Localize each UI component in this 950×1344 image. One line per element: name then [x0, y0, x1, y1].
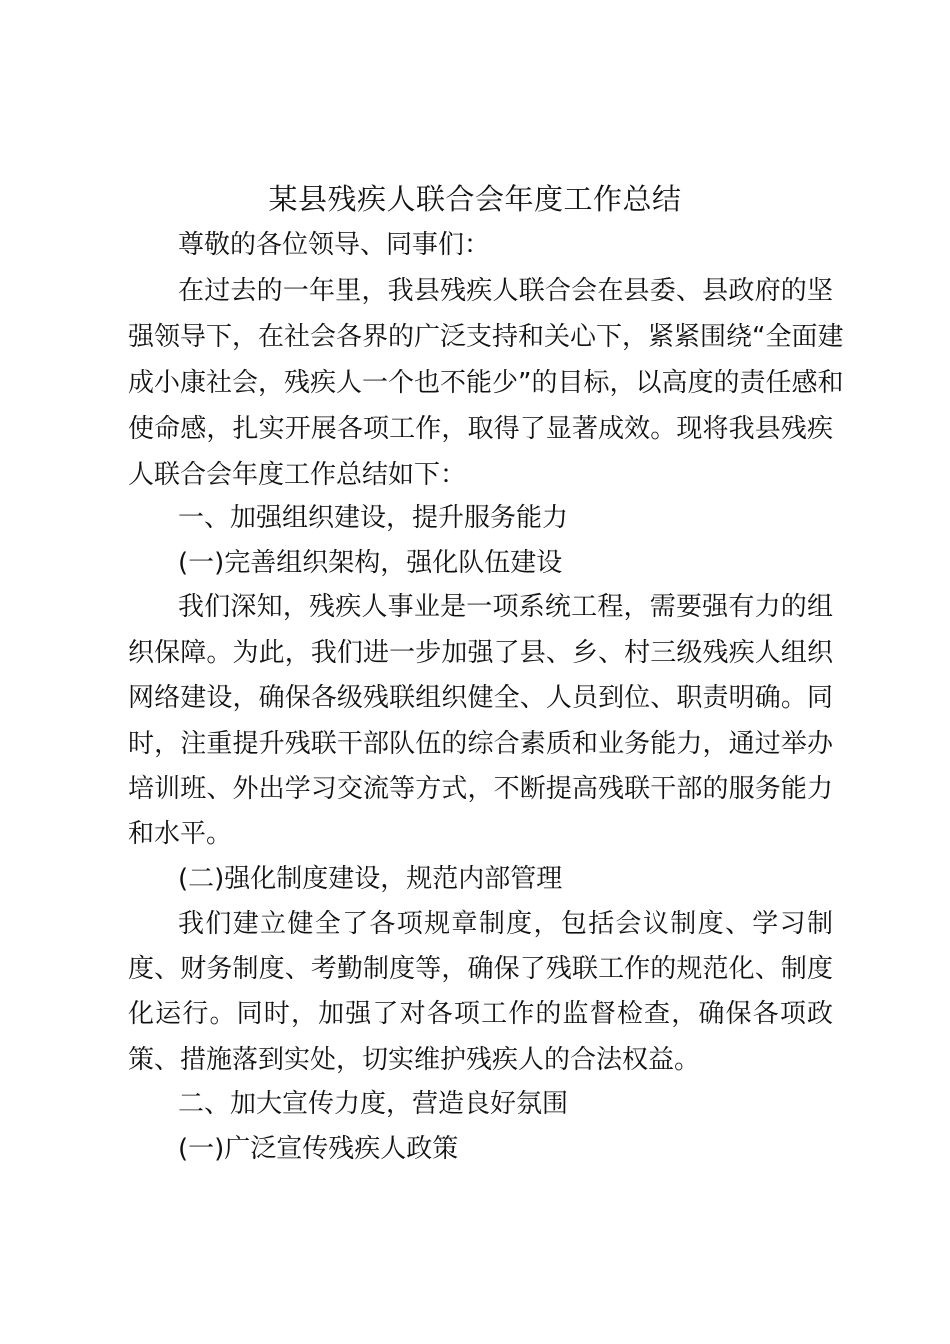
section-2-heading: 二、加大宣传力度，营造良好氛围: [178, 1089, 569, 1119]
section-2-1-heading: (一)广泛宣传残疾人政策: [178, 1134, 459, 1164]
section-1-2-line-2: 度、财务制度、考勤制度等，确保了残联工作的规范化、制度: [128, 954, 833, 984]
intro-line-1: 在过去的一年里，我县残疾人联合会在县委、县政府的坚: [178, 276, 833, 306]
section-1-2-line-1: 我们建立健全了各项规章制度，包括会议制度、学习制: [178, 909, 833, 939]
section-1-1-line-5: 培训班、外出学习交流等方式，不断提高残联干部的服务能力: [128, 774, 833, 804]
intro-line-5: 人联合会年度工作总结如下：: [128, 460, 467, 490]
intro-line-2: 强领导下，在社会各界的广泛支持和关心下，紧紧围绕“全面建: [128, 322, 844, 352]
intro-line-4: 使命感，扎实开展各项工作，取得了显著成效。现将我县残疾: [128, 414, 833, 444]
section-1-1-line-4: 时，注重提升残联干部队伍的综合素质和业务能力，通过举办: [128, 729, 833, 759]
section-1-1-line-3: 网络建设，确保各级残联组织健全、人员到位、职责明确。同: [128, 683, 833, 713]
intro-line-3: 成小康社会，残疾人一个也不能少”的目标，以高度的责任感和: [128, 368, 844, 398]
section-1-1-line-1: 我们深知，残疾人事业是一项系统工程，需要强有力的组: [178, 592, 833, 622]
section-1-1-line-6: 和水平。: [128, 819, 233, 849]
section-1-2-line-3: 化运行。同时，加强了对各项工作的监督检查，确保各项政: [128, 999, 833, 1029]
document-title: 某县残疾人联合会年度工作总结: [268, 182, 682, 216]
section-1-2-heading: (二)强化制度建设，规范内部管理: [178, 864, 563, 894]
section-1-heading: 一、加强组织建设，提升服务能力: [178, 503, 569, 533]
section-1-1-line-2: 织保障。为此，我们进一步加强了县、乡、村三级残疾人组织: [128, 638, 833, 668]
section-1-2-line-4: 策、措施落到实处，切实维护残疾人的合法权益。: [128, 1045, 701, 1075]
salutation: 尊敬的各位领导、同事们：: [178, 230, 491, 260]
section-1-1-heading: (一)完善组织架构，强化队伍建设: [178, 548, 563, 578]
